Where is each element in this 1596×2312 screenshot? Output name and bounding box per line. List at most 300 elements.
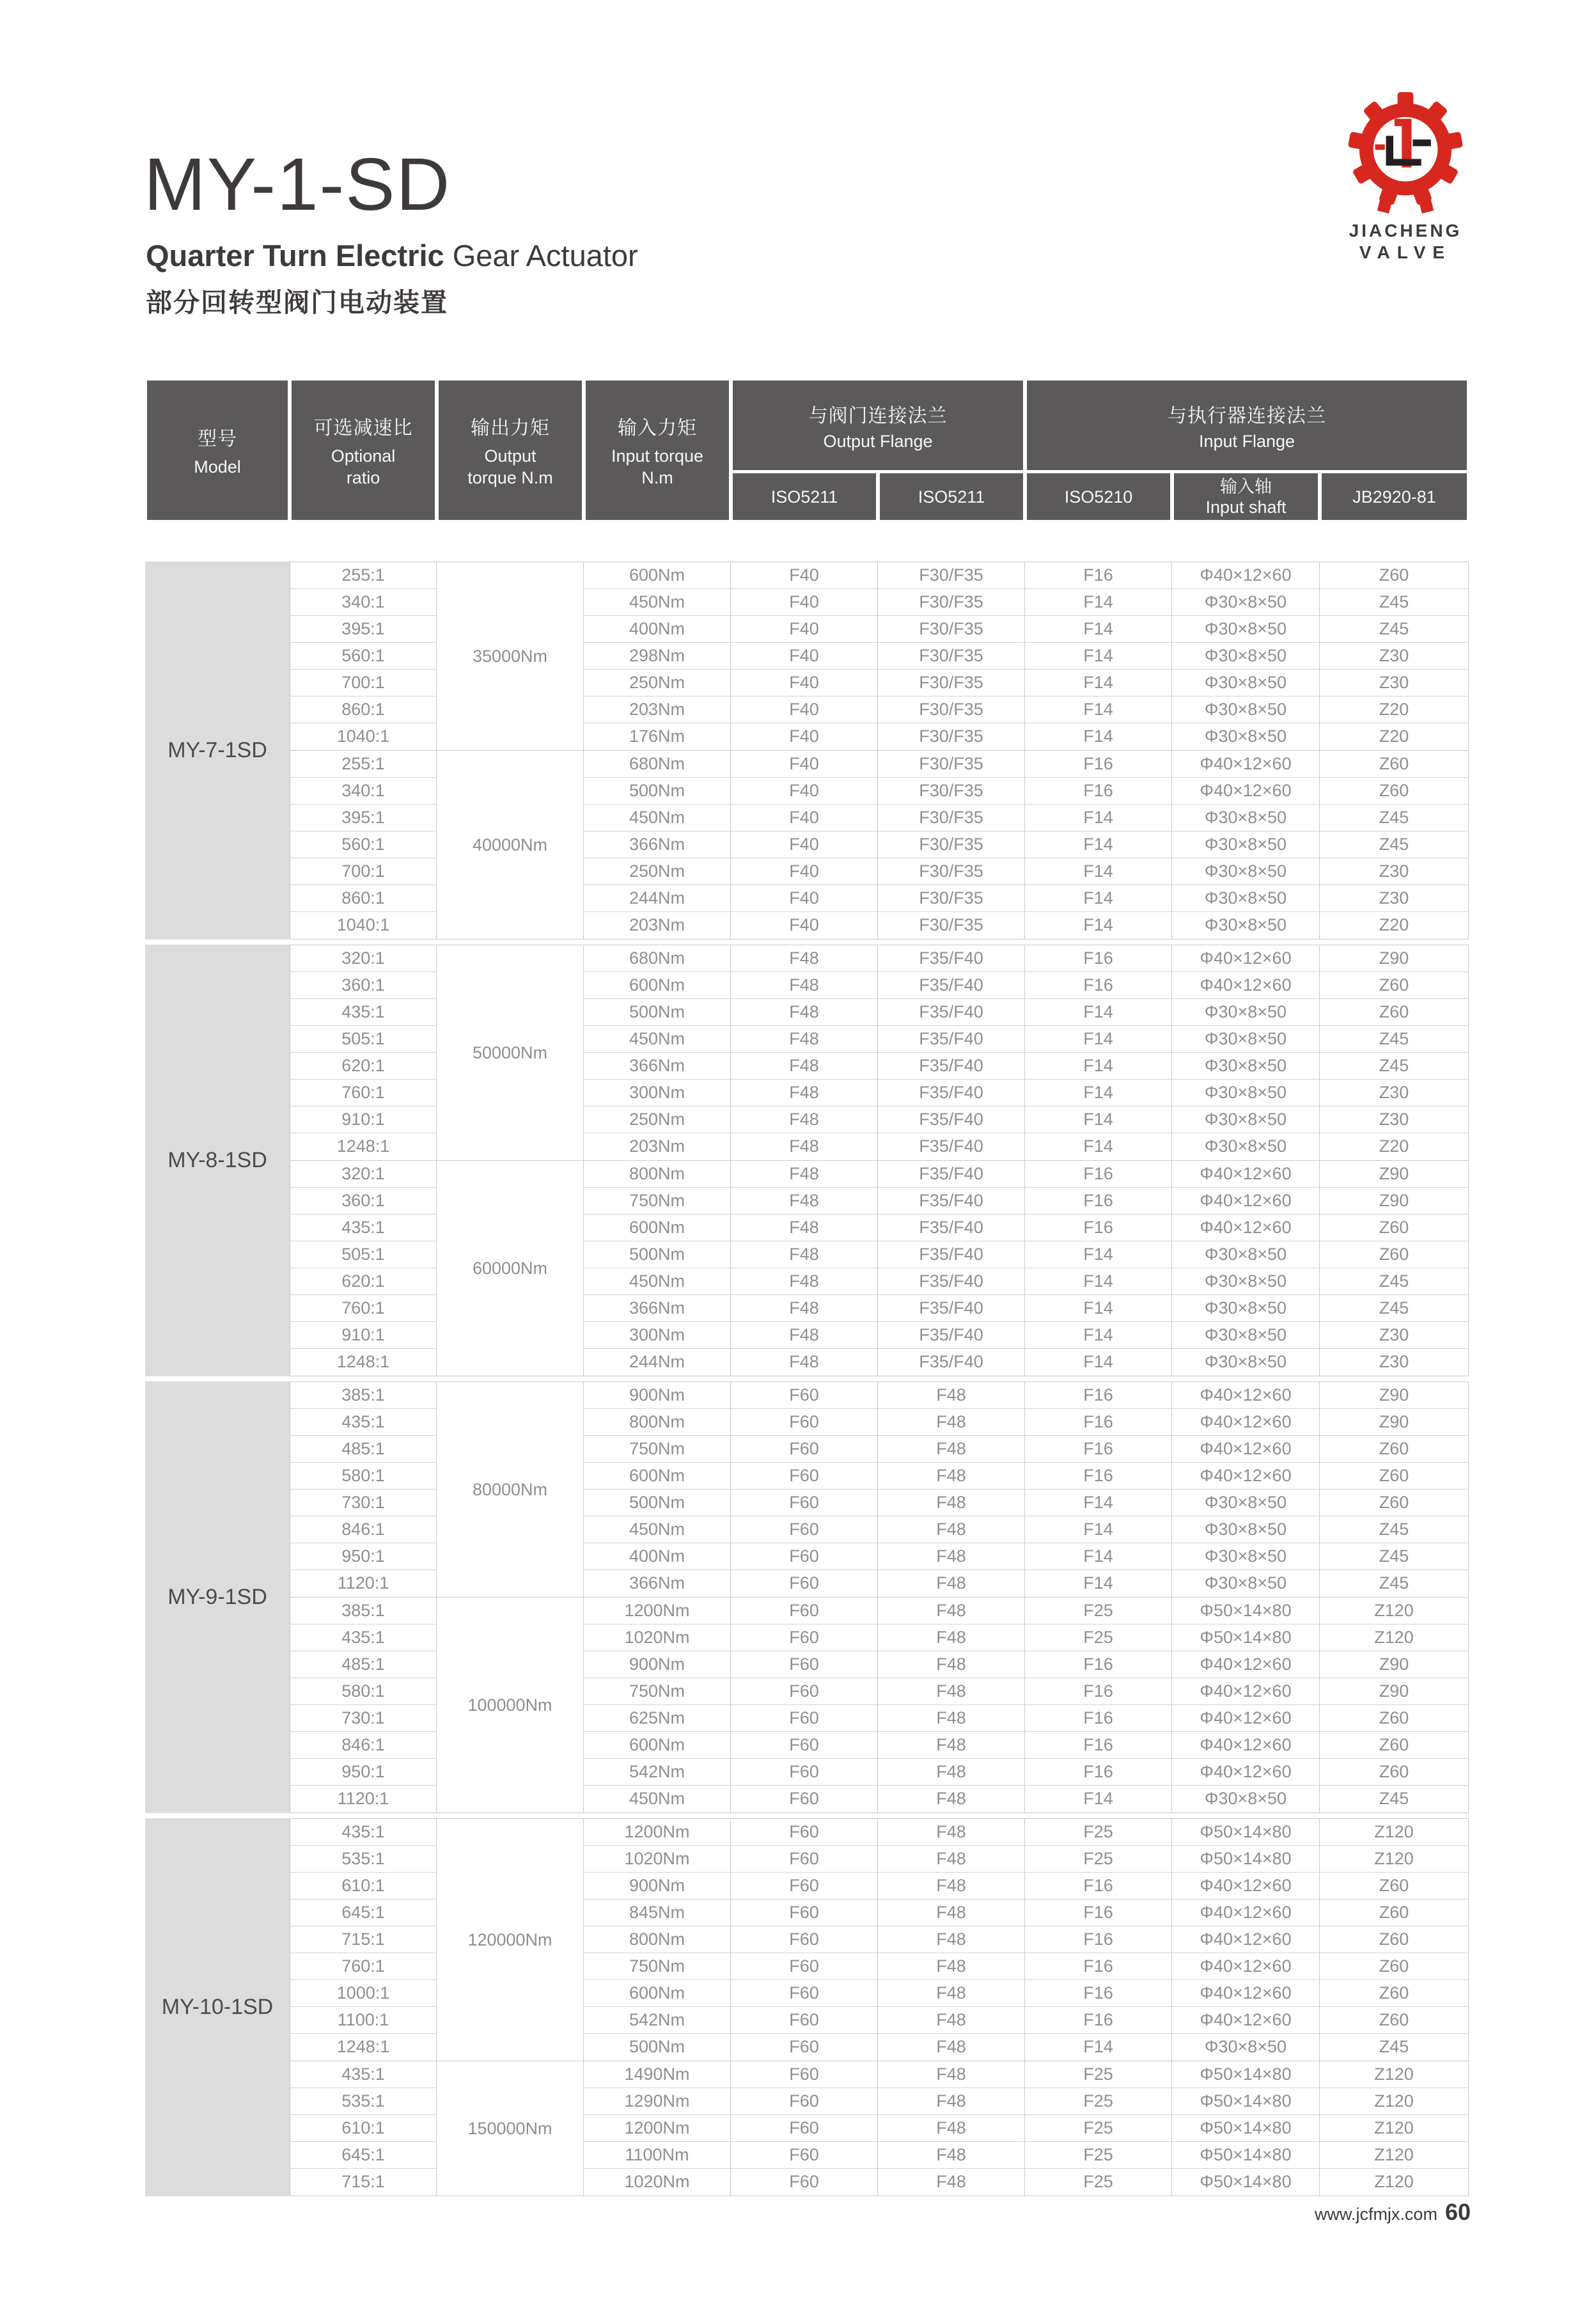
input-torque-cell: 450Nm: [584, 1786, 731, 1813]
output-flange-iso-cell: F48: [731, 1188, 878, 1214]
input-flange-iso-cell: F16: [1025, 1705, 1172, 1731]
input-torque-cell: 400Nm: [584, 616, 731, 642]
output-flange-iso-cell: F35/F40: [878, 1215, 1025, 1241]
ratio-cell: 1248:1: [336, 1136, 390, 1156]
input-shaft-cell: Φ30×8×50: [1172, 912, 1320, 939]
table-row: [584, 751, 1469, 778]
input-shaft-cell: Φ30×8×50: [1172, 1516, 1320, 1543]
table-row: [584, 831, 1469, 858]
gear-teeth-z-cell: Z120: [1320, 2169, 1469, 2196]
gear-teeth-z-cell: Z45: [1320, 1543, 1469, 1569]
header-group-label-en: Output Flange: [823, 431, 933, 451]
table-row: [584, 589, 1469, 616]
ratio-cell: 435:1: [290, 1215, 436, 1241]
table-row: [584, 723, 1469, 750]
gear-teeth-z-cell: Z90: [1320, 1678, 1469, 1704]
ratio-cell: 255:1: [290, 562, 436, 589]
input-flange-iso-cell: F14: [1025, 670, 1172, 696]
table-row: [584, 1322, 1469, 1349]
input-torque-cell: 600Nm: [584, 1980, 731, 2006]
input-flange-iso-cell: F16: [1025, 1463, 1172, 1489]
input-torque-cell: 800Nm: [584, 1926, 731, 1953]
page-title: MY-1-SD: [144, 143, 451, 226]
output-flange-iso-cell: F48: [878, 1436, 1025, 1462]
input-flange-iso-cell: F16: [1025, 1382, 1172, 1408]
input-torque-cell: 176Nm: [584, 723, 731, 750]
ratio-cell: 340:1: [290, 589, 436, 616]
input-flange-iso-cell: F16: [1025, 1215, 1172, 1241]
input-torque-cell: 1200Nm: [584, 2115, 731, 2141]
input-shaft-cell: Φ50×14×80: [1172, 1819, 1320, 1845]
header-column-model: [147, 381, 288, 520]
gear-teeth-z-cell: Z60: [1320, 1705, 1469, 1731]
output-flange-iso-cell: F48: [878, 1516, 1025, 1543]
ratio-cell: 1248:1: [336, 1352, 390, 1371]
input-torque-cell: 900Nm: [584, 1873, 731, 1899]
input-torque-cell: 366Nm: [584, 1295, 731, 1321]
gear-teeth-z-cell: Z60: [1320, 1463, 1469, 1489]
ratio-cell: 620:1: [290, 1053, 436, 1080]
header-label-en: ratio: [346, 468, 380, 487]
table-row: [584, 2142, 1469, 2169]
input-torque-cell: 750Nm: [584, 1678, 731, 1704]
table-row: [584, 1980, 1469, 2007]
output-torque-cell: 60000Nm: [437, 1161, 584, 1376]
output-flange-iso-cell: F48: [878, 1463, 1025, 1489]
ratio-cell: 580:1: [290, 1463, 436, 1490]
gear-teeth-z-cell: Z30: [1320, 643, 1469, 669]
table-row: [584, 616, 1469, 643]
output-flange-iso-cell: F40: [731, 858, 878, 885]
header-column-output: [439, 381, 582, 520]
input-torque-cell: 1020Nm: [584, 2169, 731, 2196]
input-flange-iso-cell: F14: [1025, 2034, 1172, 2061]
ratio-cell: 846:1: [290, 1732, 436, 1759]
gear-teeth-z-cell: Z120: [1320, 1624, 1469, 1651]
input-flange-iso-cell: F16: [1025, 562, 1172, 588]
input-shaft-cell: Φ40×12×60: [1172, 1409, 1320, 1435]
output-flange-iso-cell: F35/F40: [878, 1133, 1025, 1160]
table-row: [584, 858, 1469, 885]
input-torque-cell: 800Nm: [584, 1161, 731, 1187]
table-row: [584, 1705, 1469, 1732]
header-subcolumn-label: ISO5210: [1064, 487, 1133, 507]
ratio-cell: 1120:1: [337, 1789, 389, 1808]
header-subcolumn: [1027, 473, 1170, 520]
input-flange-iso-cell: F16: [1025, 1188, 1172, 1214]
input-shaft-cell: Φ30×8×50: [1172, 643, 1320, 669]
output-flange-iso-cell: F48: [878, 2088, 1025, 2114]
output-flange-iso-cell: F48: [878, 1490, 1025, 1516]
output-flange-iso-cell: F48: [878, 1786, 1025, 1813]
ratio-cell: 700:1: [290, 858, 436, 885]
output-torque-cell: 35000Nm: [437, 562, 584, 750]
ratio-cell: 620:1: [290, 1268, 436, 1295]
header-group-label-zh: 与执行器连接法兰: [1168, 405, 1326, 427]
input-shaft-cell: Φ40×12×60: [1172, 562, 1320, 588]
ratio-cell: 645:1: [290, 1899, 436, 1926]
ratio-cell: 610:1: [290, 1873, 436, 1899]
gear-teeth-z-cell: Z60: [1320, 2007, 1469, 2033]
model-cell: MY-7-1SD: [145, 562, 290, 940]
ratio-cell: 1040:1: [336, 727, 390, 746]
gear-teeth-z-cell: Z120: [1320, 1819, 1469, 1845]
input-flange-iso-cell: F16: [1025, 1873, 1172, 1899]
gear-teeth-z-cell: Z45: [1320, 1516, 1469, 1543]
input-torque-cell: 500Nm: [584, 1490, 731, 1516]
input-shaft-cell: Φ50×14×80: [1172, 2169, 1320, 2196]
input-flange-iso-cell: F14: [1025, 1349, 1172, 1376]
gear-teeth-z-cell: Z60: [1320, 1899, 1469, 1926]
table-row: [584, 999, 1469, 1026]
input-torque-cell: 1290Nm: [584, 2088, 731, 2114]
output-flange-iso-cell: F60: [731, 1732, 878, 1758]
input-flange-iso-cell: F16: [1025, 1926, 1172, 1953]
output-flange-iso-cell: F60: [731, 2061, 878, 2088]
output-flange-iso-cell: F60: [731, 1516, 878, 1543]
output-torque-cell: 100000Nm: [437, 1598, 584, 1813]
input-torque-cell: 250Nm: [584, 858, 731, 885]
input-torque-cell: 800Nm: [584, 1409, 731, 1435]
output-flange-iso-cell: F48: [878, 1732, 1025, 1758]
output-flange-iso-cell: F60: [731, 1705, 878, 1731]
output-flange-iso-cell: F30/F35: [878, 912, 1025, 939]
header-label-zh: 型号: [198, 429, 237, 450]
table-row: [584, 912, 1469, 939]
output-flange-iso-cell: F30/F35: [878, 805, 1025, 831]
input-flange-iso-cell: F16: [1025, 1678, 1172, 1704]
input-flange-iso-cell: F16: [1025, 945, 1172, 971]
table-row: [584, 1026, 1469, 1053]
header-label-en: Model: [194, 457, 241, 476]
input-flange-iso-cell: F16: [1025, 1436, 1172, 1462]
output-flange-iso-cell: F30/F35: [878, 562, 1025, 588]
header-group-label-en: Input Flange: [1198, 431, 1295, 451]
gear-teeth-z-cell: Z45: [1320, 805, 1469, 831]
table-row: [584, 2169, 1469, 2196]
page-subtitle-rest: Gear Actuator: [444, 239, 638, 272]
model-cell: MY-10-1SD: [145, 1818, 290, 2196]
input-flange-iso-cell: F14: [1025, 1786, 1172, 1813]
input-flange-iso-cell: F16: [1025, 2007, 1172, 2033]
input-shaft-cell: Φ30×8×50: [1172, 1490, 1320, 1516]
footer-page-number: 60: [1444, 2199, 1471, 2225]
output-flange-iso-cell: F48: [878, 2169, 1025, 2196]
table-row: [584, 1241, 1469, 1268]
input-torque-cell: 300Nm: [584, 1322, 731, 1348]
output-flange-iso-cell: F60: [731, 2088, 878, 2114]
output-flange-iso-cell: F48: [731, 1241, 878, 1268]
input-shaft-cell: Φ30×8×50: [1172, 858, 1320, 885]
output-flange-iso-cell: F30/F35: [878, 670, 1025, 696]
input-shaft-cell: Φ30×8×50: [1172, 1268, 1320, 1294]
brand-name-line1: JIACHENG: [1349, 221, 1462, 240]
output-flange-iso-cell: F60: [731, 1409, 878, 1435]
input-flange-iso-cell: F14: [1025, 1133, 1172, 1160]
output-flange-iso-cell: F60: [731, 1899, 878, 1926]
torque-block: [290, 2061, 1469, 2196]
output-flange-iso-cell: F35/F40: [878, 1188, 1025, 1214]
output-flange-iso-cell: F48: [731, 945, 878, 971]
gear-teeth-z-cell: Z45: [1320, 616, 1469, 642]
gear-teeth-z-cell: Z60: [1320, 562, 1469, 588]
input-torque-cell: 542Nm: [584, 1759, 731, 1785]
input-torque-cell: 450Nm: [584, 1268, 731, 1294]
gear-teeth-z-cell: Z60: [1320, 1241, 1469, 1268]
header-label-en: Input torque: [611, 446, 704, 466]
input-flange-iso-cell: F16: [1025, 1759, 1172, 1785]
ratio-cell: 535:1: [290, 2088, 436, 2115]
gear-teeth-z-cell: Z120: [1320, 2061, 1469, 2088]
gear-teeth-z-cell: Z90: [1320, 1409, 1469, 1435]
output-flange-iso-cell: F40: [731, 751, 878, 777]
input-torque-cell: 500Nm: [584, 778, 731, 804]
output-torque-cell: 80000Nm: [437, 1382, 584, 1597]
output-flange-iso-cell: F48: [731, 999, 878, 1025]
gear-teeth-z-cell: Z90: [1320, 1382, 1469, 1408]
output-flange-iso-cell: F40: [731, 643, 878, 669]
model-cell: MY-9-1SD: [145, 1381, 290, 1813]
input-shaft-cell: Φ30×8×50: [1172, 589, 1320, 615]
output-flange-iso-cell: F40: [731, 912, 878, 939]
output-flange-iso-cell: F48: [878, 2061, 1025, 2088]
input-shaft-cell: Φ40×12×60: [1172, 1873, 1320, 1899]
gear-teeth-z-cell: Z90: [1320, 1188, 1469, 1214]
input-flange-iso-cell: F25: [1025, 1846, 1172, 1872]
gear-teeth-z-cell: Z30: [1320, 1080, 1469, 1106]
output-flange-iso-cell: F30/F35: [878, 616, 1025, 642]
input-torque-cell: 845Nm: [584, 1899, 731, 1926]
table-row: [584, 1161, 1469, 1188]
model-cell: MY-8-1SD: [145, 945, 290, 1376]
header-subcolumn-label: ISO5211: [918, 487, 985, 507]
ratio-cell: 846:1: [290, 1516, 436, 1543]
input-shaft-cell: Φ30×8×50: [1172, 1053, 1320, 1079]
input-shaft-cell: Φ30×8×50: [1172, 1570, 1320, 1597]
output-flange-iso-cell: F40: [731, 885, 878, 911]
input-flange-iso-cell: F14: [1025, 1295, 1172, 1321]
ratio-cell: 580:1: [290, 1678, 436, 1705]
output-flange-iso-cell: F48: [878, 1819, 1025, 1845]
output-flange-iso-cell: F60: [731, 2169, 878, 2196]
ratio-cell: 760:1: [290, 1953, 436, 1980]
table-row: [584, 1349, 1469, 1376]
output-flange-iso-cell: F60: [731, 1926, 878, 1953]
output-torque-cell: 150000Nm: [437, 2061, 584, 2196]
ratio-cell: 1248:1: [336, 2037, 390, 2056]
gear-teeth-z-cell: Z60: [1320, 1732, 1469, 1758]
output-flange-iso-cell: F48: [878, 1598, 1025, 1624]
table-row: [584, 945, 1469, 972]
output-flange-iso-cell: F60: [731, 2034, 878, 2061]
output-flange-iso-cell: F60: [731, 1846, 878, 1872]
table-row: [584, 2061, 1469, 2088]
header-label-en: torque N.m: [467, 468, 553, 487]
gear-teeth-z-cell: Z20: [1320, 1133, 1469, 1160]
input-torque-cell: 600Nm: [584, 562, 731, 588]
output-flange-iso-cell: F60: [731, 1436, 878, 1462]
input-shaft-cell: Φ40×12×60: [1172, 1161, 1320, 1187]
input-shaft-cell: Φ40×12×60: [1172, 1678, 1320, 1704]
table-row: [584, 805, 1469, 831]
header-label-en: Output: [484, 446, 536, 466]
table-row: [584, 972, 1469, 999]
input-shaft-cell: Φ50×14×80: [1172, 1846, 1320, 1872]
output-flange-iso-cell: F48: [878, 1899, 1025, 1926]
input-flange-iso-cell: F25: [1025, 2169, 1172, 2196]
input-flange-iso-cell: F14: [1025, 1543, 1172, 1569]
output-flange-iso-cell: F30/F35: [878, 858, 1025, 885]
input-flange-iso-cell: F14: [1025, 616, 1172, 642]
ratio-cell: 715:1: [341, 2172, 385, 2191]
output-flange-iso-cell: F48: [731, 1215, 878, 1241]
input-torque-cell: 400Nm: [584, 1543, 731, 1569]
input-shaft-cell: Φ50×14×80: [1172, 2115, 1320, 2141]
table-body: [145, 562, 1469, 2196]
ratio-cell: 485:1: [290, 1651, 436, 1678]
gear-teeth-z-cell: Z90: [1320, 1161, 1469, 1187]
input-shaft-cell: Φ30×8×50: [1172, 1295, 1320, 1321]
gear-teeth-z-cell: Z60: [1320, 972, 1469, 998]
input-flange-iso-cell: F14: [1025, 1026, 1172, 1052]
output-flange-iso-cell: F48: [731, 1268, 878, 1294]
output-flange-iso-cell: F40: [731, 778, 878, 804]
input-flange-iso-cell: F25: [1025, 2088, 1172, 2114]
header-label-en: N.m: [641, 468, 673, 487]
ratio-cell: 505:1: [290, 1026, 436, 1053]
input-torque-cell: 250Nm: [584, 1106, 731, 1133]
input-torque-cell: 500Nm: [584, 1241, 731, 1268]
torque-block: [290, 562, 1469, 751]
input-shaft-cell: Φ40×12×60: [1172, 778, 1320, 804]
model-group: [145, 1818, 1469, 2196]
ratio-cell: 360:1: [290, 1188, 436, 1215]
input-flange-iso-cell: F16: [1025, 1953, 1172, 1979]
input-torque-cell: 366Nm: [584, 1570, 731, 1597]
input-torque-cell: 450Nm: [584, 805, 731, 831]
table-row: [584, 2088, 1469, 2115]
output-flange-iso-cell: F48: [878, 1873, 1025, 1899]
table-row: [584, 2034, 1469, 2061]
input-flange-iso-cell: F16: [1025, 1732, 1172, 1758]
input-shaft-cell: Φ30×8×50: [1172, 1543, 1320, 1569]
ratio-cell: 700:1: [290, 670, 436, 696]
gear-teeth-z-cell: Z30: [1320, 885, 1469, 911]
table-row: [584, 1382, 1469, 1409]
ratio-cell: 645:1: [290, 2142, 436, 2169]
ratio-cell: 485:1: [290, 1436, 436, 1463]
header-group-input-flange: [1027, 381, 1467, 520]
table-row: [584, 1819, 1469, 1846]
input-torque-cell: 250Nm: [584, 670, 731, 696]
output-flange-iso-cell: F60: [731, 1651, 878, 1678]
input-torque-cell: 750Nm: [584, 1953, 731, 1979]
input-flange-iso-cell: F14: [1025, 1080, 1172, 1106]
input-shaft-cell: Φ40×12×60: [1172, 1436, 1320, 1462]
input-shaft-cell: Φ40×12×60: [1172, 945, 1320, 971]
input-torque-cell: 450Nm: [584, 1026, 731, 1052]
input-shaft-cell: Φ40×12×60: [1172, 751, 1320, 777]
output-flange-iso-cell: F40: [731, 723, 878, 750]
input-flange-iso-cell: F14: [1025, 1241, 1172, 1268]
output-flange-iso-cell: F48: [878, 1980, 1025, 2006]
input-flange-iso-cell: F16: [1025, 1980, 1172, 2006]
table-row: [584, 1490, 1469, 1516]
table-row: [584, 1543, 1469, 1570]
page-subtitle-bold: Quarter Turn Electric: [146, 239, 444, 272]
output-flange-iso-cell: F30/F35: [878, 589, 1025, 615]
output-flange-iso-cell: F60: [731, 1873, 878, 1899]
ratio-cell: 535:1: [290, 1846, 436, 1873]
input-flange-iso-cell: F14: [1025, 1322, 1172, 1348]
output-flange-iso-cell: F48: [878, 2034, 1025, 2061]
input-torque-cell: 680Nm: [584, 945, 731, 971]
output-flange-iso-cell: F48: [878, 1953, 1025, 1979]
input-shaft-cell: Φ30×8×50: [1172, 723, 1320, 750]
ratio-cell: 910:1: [290, 1322, 436, 1349]
input-torque-cell: 900Nm: [584, 1651, 731, 1678]
output-flange-iso-cell: F35/F40: [878, 945, 1025, 971]
output-flange-iso-cell: F48: [878, 1651, 1025, 1678]
output-flange-iso-cell: F48: [731, 1133, 878, 1160]
input-shaft-cell: Φ30×8×50: [1172, 1241, 1320, 1268]
ratio-cell: 435:1: [290, 1624, 436, 1651]
input-shaft-cell: Φ40×12×60: [1172, 972, 1320, 998]
gear-teeth-z-cell: Z30: [1320, 858, 1469, 885]
gear-teeth-z-cell: Z60: [1320, 1215, 1469, 1241]
output-flange-iso-cell: F40: [731, 589, 878, 615]
output-flange-iso-cell: F48: [878, 1570, 1025, 1597]
input-shaft-cell: Φ40×12×60: [1172, 1926, 1320, 1953]
header-column-optional: [292, 381, 435, 520]
table-row: [584, 1598, 1469, 1624]
input-flange-iso-cell: F16: [1025, 1409, 1172, 1435]
model-group: [145, 945, 1469, 1376]
input-flange-iso-cell: F25: [1025, 1598, 1172, 1624]
output-flange-iso-cell: F60: [731, 2142, 878, 2168]
output-torque-cell: 50000Nm: [437, 945, 584, 1160]
gear-teeth-z-cell: Z90: [1320, 945, 1469, 971]
output-flange-iso-cell: F48: [878, 2142, 1025, 2168]
output-flange-iso-cell: F60: [731, 1570, 878, 1597]
output-flange-iso-cell: F30/F35: [878, 696, 1025, 723]
input-shaft-cell: Φ30×8×50: [1172, 1133, 1320, 1160]
input-torque-cell: 244Nm: [584, 885, 731, 911]
input-shaft-cell: Φ40×12×60: [1172, 1382, 1320, 1408]
ratio-cell: 560:1: [290, 831, 436, 858]
input-shaft-cell: Φ30×8×50: [1172, 1786, 1320, 1813]
input-torque-cell: 450Nm: [584, 589, 731, 615]
gear-teeth-z-cell: Z60: [1320, 778, 1469, 804]
table-row: [584, 1899, 1469, 1926]
ratio-cell: 560:1: [290, 643, 436, 670]
ratio-cell: 1040:1: [336, 915, 390, 934]
table-row: [584, 1133, 1469, 1160]
table-row: [584, 1463, 1469, 1490]
torque-block: [290, 1381, 1469, 1598]
header-subcolumn: [733, 473, 876, 520]
header-column-input-torque: [586, 381, 729, 520]
table-row: [584, 1651, 1469, 1678]
model-group: [145, 562, 1469, 940]
ratio-cell: 435:1: [290, 999, 436, 1026]
output-flange-iso-cell: F48: [878, 1846, 1025, 1872]
input-shaft-cell: Φ30×8×50: [1172, 1080, 1320, 1106]
footer-url: www.jcfmjx.com: [1314, 2205, 1437, 2224]
table-row: [584, 1409, 1469, 1436]
input-flange-iso-cell: F14: [1025, 831, 1172, 858]
gear-teeth-z-cell: Z60: [1320, 751, 1469, 777]
